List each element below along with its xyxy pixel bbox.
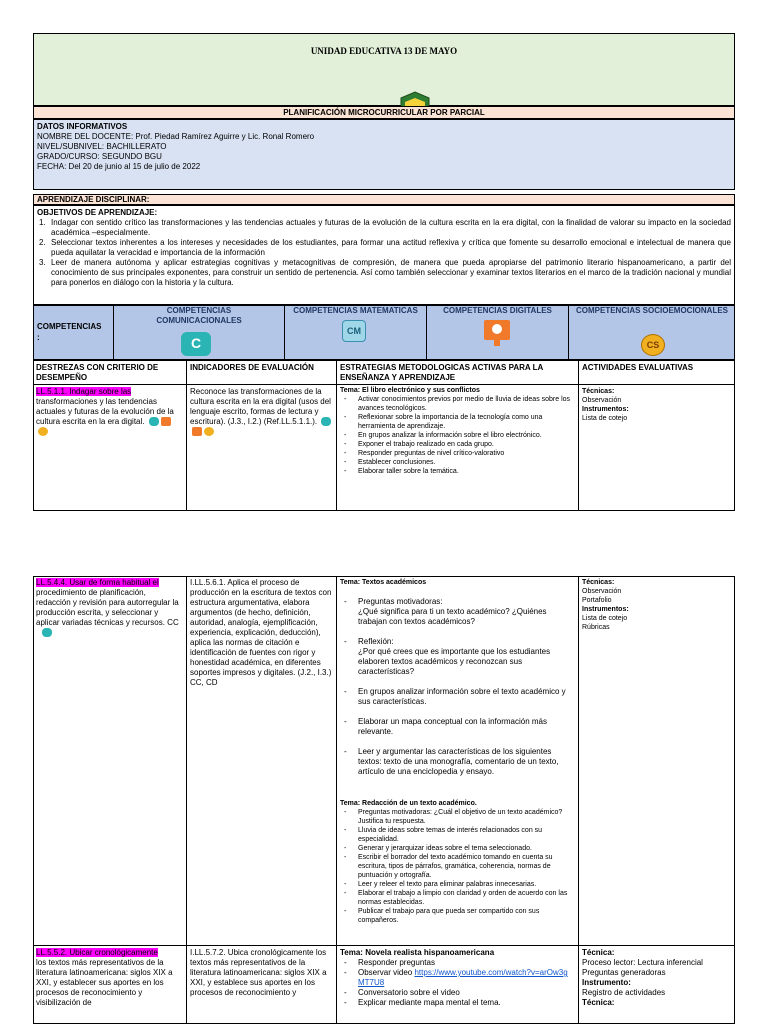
competencia-comunicacionales: COMPETENCIAS COMUNICACIONALES [156,306,242,325]
estrategia-item: - Leer y argumentar las características de los siguientes textos: texto de una monografía, comentario de un texto, artículo de una enciclopedia y ensayo. [340,747,574,777]
digital-icon [161,417,171,426]
estrategia-item: - Preguntas motivadoras: ¿Cuál el objetivo de un texto académico? Justifica tu respuesta. [340,808,574,826]
cs-icon [204,427,214,436]
c-icon [149,417,159,426]
competencia-digitales: COMPETENCIAS DIGITALES [443,306,552,315]
objetivos-header: OBJETIVOS DE APRENDIZAJE: [37,208,158,217]
competencia-socioemocionales: COMPETENCIAS SOCIOEMOCIONALES [575,306,728,315]
estrategia-item: - En grupos analizar información sobre el texto académico y sus características. [340,687,574,707]
header-actividades: ACTIVIDADES EVALUATIVAS [582,363,694,372]
video-link[interactable]: https://www.youtube.com/watch?v=arOw3gMT7U8 [358,968,568,987]
datos-informativos [33,119,735,190]
cs-icon [38,427,48,436]
tema-title: Tema: El libro electrónico y sus conflictos [340,387,480,394]
tema-title: Tema: Novela realista hispanoamericana [340,948,495,957]
destreza-code: LL.5.1.1. Indagar sobre las [36,387,132,396]
estrategia-item: - Reflexionar sobre la importancia de la tecnología como una herramienta de aprendizaje. [340,413,574,431]
aprendizaje-bar [33,194,735,205]
c-icon [42,628,52,637]
actividades-3: Técnica: Proceso lector: Lectura inferencial Preguntas generadoras Instrumento: Registro de actividades Técnica: [582,948,703,1007]
destreza-code: LL.5.5.2. Ubicar cronológicamente [36,948,158,957]
estrategias-3 [337,946,577,1010]
estrategia-item: - Escribir el borrador del texto académico tomando en cuenta su escritura, tipos de párrafos, gramática, coherencia, normas de puntuación y ortografía. [340,853,574,880]
datos-grado: GRADO/CURSO: SEGUNDO BGU [37,152,162,161]
comunicacionales-icon: C [181,332,211,356]
socioemocionales-icon: CS [641,334,665,356]
estrategia-item: - Establecer conclusiones. [340,458,574,467]
datos-docente: NOMBRE DEL DOCENTE: Prof. Piedad Ramírez Aguirre y Lic. Ronal Romero [37,132,315,141]
estrategia-item: - Leer y releer el texto para eliminar palabras innecesarias. [340,880,574,889]
estrategia-item: - Elaborar taller sobre la temática. [340,467,574,476]
estrategia-item: - Activar conocimientos previos por medio de lluvia de ideas sobre los avances tecnológicos. [340,395,574,413]
estrategias-2 [337,576,577,927]
actividades-1: Técnicas: Observación Instrumentos: Lista de cotejo [582,388,629,422]
estrategia-item: - Observar video https://www.youtube.com/watch?v=arOw3gMT7U8 [340,968,574,988]
destreza-1: LL.5.1.1. Indagar sobre las transformaciones y las tendencias actuales y futuras de la evolución de la cultura escrita en la era digital. [33,385,185,439]
matematicas-icon: CM [342,320,366,342]
estrategia-item: - Exponer el trabajo realizado en cada grupo. [340,440,574,449]
estrategias-1 [337,384,577,478]
header-estrategias: ESTRATEGIAS METODOLOGICAS ACTIVAS PARA LA ENSEÑANZA Y APRENDIZAJE [340,363,543,382]
objetivo-item: 1. Indagar con sentido crítico las transformaciones y las tendencias actuales y futuras de la evolución de la cultura escrita en la era digital, con la finalidad de valorar su impacto en la sociedad académica –especialmente. [39,218,731,237]
destreza-3: LL.5.5.2. Ubicar cronológicamente los textos más representativos de la literatura latinoamericana: siglos XIX a XXI, y establecer sus aportes en los procesos de reconocimiento y visibilización de [36,948,173,1007]
datos-nivel: NIVEL/SUBNIVEL: BACHILLERATO [37,142,167,151]
estrategia-item: - Publicar el trabajo para que pueda ser compartido con sus compañeros. [340,907,574,925]
competencias-label: COMPETENCIAS [37,322,102,331]
datos-header: DATOS INFORMATIVOS [37,122,128,131]
indicador-3: I.LL.5.7.2. Ubica cronológicamente los textos más representativos de la literatura latinoamericana: siglos XIX a XXI, y establece sus aportes en los procesos de reconocimiento y [190,948,327,997]
header-indicadores: INDICADORES DE EVALUACIÓN [190,363,314,372]
estrategia-item: - Elaborar un mapa conceptual con la información más relevante. [340,717,574,737]
actividades-2: Técnicas: Observación Portafolio Instrumentos: Lista de cotejo Rúbricas [582,579,629,631]
aprendizaje-header: APRENDIZAJE DISCIPLINAR: [37,195,150,204]
datos-text [37,122,727,172]
plan-title-bar [33,106,735,119]
estrategia-item: - Elaborar el trabajo a limpio con claridad y orden de acuerdo con las normas establecidas. [340,889,574,907]
objetivos-section [33,205,735,305]
objetivo-item: 3. Leer de manera autónoma y aplicar estrategias cognitivas y metacognitivas de compresión, de manera que pueda apropiarse del patrimonio literario hispanoamericano, a partir del conocimiento de sus principales exponentes, para construir un sentido de pertenencia. Así como también seleccionar y examinar textos literarios en el marco de la tradición nacional y mundial para ponerlos en diálogo con la historia y la cultura. [39,258,731,287]
objetivo-item: 2. Seleccionar textos inherentes a los intereses y necesidades de los estudiantes, para formar una actitud reflexiva y crítica que fomente su desarrollo emocional e intelectual de manera que pueda aquilatar la veracidad e importancia de la información [39,238,731,257]
estrategia-item: - Generar y jerarquizar ideas sobre el tema seleccionado. [340,844,574,853]
estrategia-item: - Responder preguntas [340,958,574,968]
competencia-matematicas: COMPETENCIAS MATEMATICAS [293,306,418,315]
destreza-2: LL.5.4.4. Usar de forma habitual el procedimiento de planificación, redacción y revisión para autorregular la producción escrita, y seleccionar y aplicar variadas técnicas y recursos. CC [33,576,185,640]
estrategia-item: - Conversatorio sobre el video [340,988,574,998]
indicador-1: Reconoce las transformaciones de la cultura escrita en la era digital (usos del lenguaje escrito, formas de lectura y escritura). (J.3., I.2.) (Ref.LL.5.1.1.). [187,385,335,439]
estrategia-item: - Explicar mediante mapa mental el tema. [340,998,574,1008]
tema-title: Tema: Textos académicos [340,579,427,586]
tema-title: Tema: Redacción de un texto académico. [340,800,477,807]
objetivos-text [37,208,731,288]
plan-title: PLANIFICACIÓN MICROCURRICULAR POR PARCIAL [283,108,485,117]
indicador-2: I.LL.5.6.1. Aplica el proceso de producción en la escritura de textos con estructura argumentativa, elabora argumentos (de hecho, definición, autoridad, analogía, ejemplificación, experiencia, explicación, deducción), aplica las normas de citación e identificación de fuentes con rigor y honestidad académica, en diferentes soportes impresos y digitales. (J.2., I.3.) CC, CD [190,578,332,687]
school-header [33,33,735,106]
c-icon [321,417,331,426]
destreza-code: LL.5.4.4. Usar de forma habitual el [36,578,159,587]
estrategia-item: - Reflexión: ¿Por qué crees que es importante que los estudiantes elaboren textos académicos y reconozcan sus características? [340,637,574,677]
estrategia-item: - Preguntas motivadoras: ¿Qué significa para ti un texto académico? ¿Quiénes trabajan con textos académicos? [340,597,574,627]
competencias-colon: : [37,333,40,342]
estrategia-item: - Lluvia de ideas sobre temas de interés relacionados con su especialidad. [340,826,574,844]
digitales-icon [484,320,510,340]
datos-fecha: FECHA: Del 20 de junio al 15 de julio de 2022 [37,162,201,171]
estrategia-item: - Responder preguntas de nivel crítico-valorativo [340,449,574,458]
digital-icon [192,427,202,436]
estrategia-item: - En grupos analizar la información sobre el libro electrónico. [340,431,574,440]
header-destrezas: DESTREZAS CON CRITERIO DE DESEMPEÑO [36,363,159,382]
school-name: UNIDAD EDUCATIVA 13 DE MAYO [310,46,458,56]
